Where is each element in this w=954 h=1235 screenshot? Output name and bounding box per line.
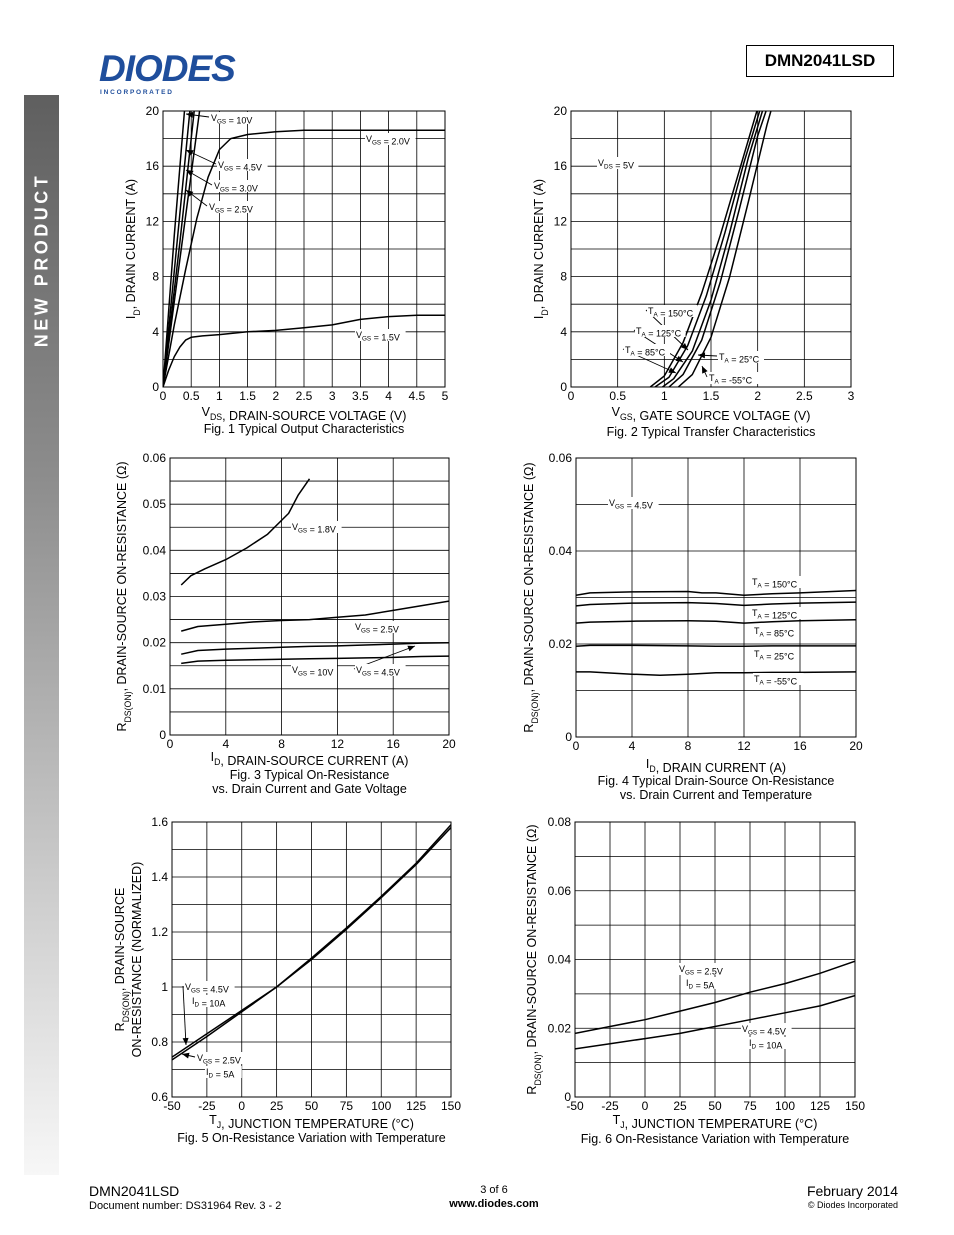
- annotation-label: $T_A = -55^\circ C$: [754, 674, 798, 687]
- y-axis-label: $R_{DS(ON)}$, DRAIN-SOURCE ON-RESISTANCE (Ω): [522, 462, 540, 733]
- x-tick-label: 3: [328, 389, 336, 403]
- footer-part: DMN2041LSD: [89, 1183, 180, 1199]
- x-tick-label: 0: [567, 389, 575, 403]
- y-tick-label: 0.08: [547, 815, 571, 829]
- x-tick-label: 1: [660, 389, 668, 403]
- x-tick-label: 2.5: [295, 389, 313, 403]
- y-tick-label: 1: [161, 980, 168, 994]
- annotation-label: $T_A = 125^\circ C$: [752, 608, 798, 621]
- x-tick-label: 0.5: [609, 389, 627, 403]
- annotation-label: $I_D = 10A$: [749, 1038, 783, 1051]
- y-tick-label: 0: [564, 1090, 571, 1104]
- annotation-arrowhead: [182, 1053, 190, 1059]
- x-tick-label: 50: [304, 1099, 319, 1113]
- y-axis-label: ON-RESISTANCE (NORMALIZED): [130, 861, 144, 1058]
- x-tick-label: 3.5: [352, 389, 369, 403]
- y-tick-label: 0.02: [547, 1021, 571, 1036]
- y-axis-label: $I_D$, DRAIN CURRENT (A): [124, 178, 142, 320]
- series-line: [576, 620, 856, 623]
- series-line: [576, 591, 856, 596]
- logo-sub: I N C O R P O R A T E D: [100, 89, 172, 96]
- annotation-label: $I_D = 5A$: [206, 1067, 235, 1080]
- footer-date: February 2014: [806, 1183, 898, 1199]
- y-tick-label: 0: [159, 728, 166, 742]
- y-tick-label: 8: [560, 269, 567, 284]
- y-tick-label: 0.04: [547, 952, 571, 967]
- chart-5: [113, 815, 461, 1145]
- x-tick-label: 125: [809, 1099, 831, 1113]
- y-tick-label: 0: [560, 380, 567, 394]
- y-tick-label: 0.04: [548, 544, 572, 558]
- figure-caption: Fig. 5 On-Resistance Variation with Temperature: [177, 1131, 446, 1145]
- annotation-leader: [183, 986, 186, 1045]
- x-tick-label: 125: [406, 1099, 427, 1113]
- x-tick-label: 4.5: [408, 389, 426, 403]
- y-tick-label: 8: [152, 269, 159, 284]
- series-line: [576, 645, 856, 646]
- x-tick-label: 1.5: [702, 389, 720, 403]
- annotation-label: $V_{GS} = 2.5V$: [679, 964, 723, 977]
- y-tick-label: 4: [560, 324, 567, 339]
- y-tick-label: 0.6: [151, 1090, 168, 1104]
- series-group: [181, 479, 449, 664]
- annotation-label: $T_A = 150^\circ C$: [648, 306, 694, 319]
- x-tick-label: 0: [641, 1099, 649, 1113]
- y-tick-label: 12: [145, 214, 159, 229]
- y-tick-label: 4: [152, 324, 159, 339]
- x-tick-label: 0.5: [182, 389, 200, 403]
- figure-caption: vs. Drain Current and Gate Voltage: [212, 782, 407, 796]
- y-tick-label: 0.04: [142, 543, 166, 558]
- x-tick-label: 8: [278, 737, 285, 751]
- annotation-label: $T_A = 85^\circ C$: [754, 626, 795, 639]
- annotation-label: $V_{GS} = 2.5V$: [197, 1053, 241, 1066]
- y-axis-label: $I_D$, DRAIN CURRENT (A): [532, 178, 550, 320]
- y-tick-label: 12: [553, 214, 567, 229]
- x-axis-label: $I_D$, DRAIN-SOURCE CURRENT (A): [210, 750, 409, 768]
- annotation-label: $T_A = 150^\circ C$: [752, 577, 798, 590]
- x-axis-label: $T_J$, JUNCTION TEMPERATURE (°C): [209, 1113, 414, 1131]
- annotation-label: $T_A = -55^\circ C$: [709, 373, 753, 386]
- side-label: NEW PRODUCT: [31, 172, 51, 348]
- x-tick-label: 12: [330, 737, 345, 751]
- y-tick-label: 0.02: [142, 635, 166, 650]
- y-tick-label: 20: [553, 104, 567, 118]
- x-tick-label: -50: [163, 1099, 181, 1113]
- x-axis-label: $T_J$, JUNCTION TEMPERATURE (°C): [612, 1113, 818, 1131]
- x-tick-label: 150: [844, 1099, 866, 1113]
- x-tick-label: 75: [743, 1099, 757, 1113]
- figure-caption: Fig. 2 Typical Transfer Characteristics: [606, 425, 816, 439]
- x-tick-label: -25: [198, 1099, 216, 1113]
- x-tick-label: -25: [601, 1099, 619, 1113]
- annotation-label: $T_A = 85^\circ C$: [625, 345, 666, 358]
- y-axis-label: $R_{DS(ON)}$, DRAIN-SOURCE: [113, 887, 131, 1032]
- x-tick-label: 2: [272, 389, 280, 403]
- y-axis-label: $R_{DS(ON)}$, DRAIN-SOURCE ON-RESISTANCE (Ω): [525, 824, 543, 1095]
- annotation-label: $V_{GS} = 4.5V$: [218, 160, 262, 173]
- x-axis-label: $V_{DS}$, DRAIN-SOURCE VOLTAGE (V): [201, 405, 407, 423]
- chart-2: [532, 104, 855, 439]
- annotation-label: $T_A = 25^\circ C$: [719, 352, 760, 365]
- x-tick-label: 8: [684, 739, 692, 753]
- annotation-label: $V_{GS} = 1.8V$: [292, 522, 336, 535]
- figure-caption: Fig. 1 Typical Output Characteristics: [203, 422, 405, 436]
- y-tick-label: 0.03: [142, 589, 166, 604]
- x-tick-label: 25: [269, 1099, 284, 1113]
- annotation-label: $V_{GS} = 4.5V$: [356, 665, 400, 678]
- x-tick-label: 1: [216, 389, 223, 403]
- figure-caption: Fig. 6 On-Resistance Variation with Temperature: [580, 1132, 850, 1146]
- series-line: [181, 479, 309, 585]
- y-tick-label: 0.02: [548, 637, 572, 651]
- x-tick-label: 0: [572, 739, 580, 753]
- x-axis-label: $I_D$, DRAIN CURRENT (A): [645, 757, 787, 775]
- x-tick-label: 50: [708, 1099, 722, 1113]
- y-tick-label: 0: [565, 730, 572, 744]
- figure-caption: Fig. 3 Typical On-Resistance: [229, 768, 390, 782]
- x-tick-label: 3: [847, 389, 855, 403]
- footer-website[interactable]: www.diodes.com: [449, 1198, 539, 1210]
- footer-page: 3 of 6: [480, 1184, 508, 1196]
- series-group: [576, 591, 856, 676]
- annotation-label: $V_{GS} = 10V$: [292, 665, 334, 678]
- chart-1: [124, 97, 449, 436]
- series-line: [163, 97, 191, 387]
- y-tick-label: 0.01: [142, 681, 166, 696]
- logo-text: DIODES: [99, 48, 235, 89]
- x-tick-label: 1.5: [239, 389, 256, 403]
- x-tick-label: -50: [566, 1099, 584, 1113]
- series-line: [576, 602, 856, 606]
- part-number: DMN2041LSD: [764, 51, 876, 70]
- x-tick-label: 4: [628, 739, 636, 753]
- y-tick-label: 16: [553, 159, 567, 174]
- x-tick-label: 2: [754, 389, 762, 403]
- x-tick-label: 16: [793, 739, 807, 753]
- x-tick-label: 0: [159, 389, 167, 403]
- x-tick-label: 25: [673, 1099, 687, 1113]
- x-tick-label: 150: [440, 1099, 462, 1113]
- series-line: [181, 656, 449, 663]
- annotation-arrowhead: [186, 190, 193, 197]
- y-tick-label: 0.06: [142, 451, 166, 465]
- annotation-label: $V_{GS} = 1.5V$: [356, 330, 400, 343]
- y-tick-label: 1.4: [151, 870, 168, 884]
- x-axis-label: $V_{GS}$, GATE SOURCE VOLTAGE (V): [611, 405, 811, 423]
- annotation-label: $V_{GS} = 3.0V$: [214, 181, 258, 194]
- annotation-label: $I_D = 5A$: [686, 978, 715, 991]
- chart-4: [522, 451, 863, 802]
- annotation-label: $V_{GS} = 4.5V$: [609, 498, 653, 511]
- annotation-label: $V_{GS} = 2.5V$: [355, 622, 399, 635]
- series-line: [576, 672, 856, 675]
- annotation-arrowhead: [407, 646, 415, 652]
- x-tick-label: 100: [371, 1099, 392, 1113]
- x-tick-label: 16: [386, 737, 400, 751]
- y-axis-label: $R_{DS(ON)}$, DRAIN-SOURCE ON-RESISTANCE (Ω): [115, 461, 133, 732]
- y-tick-label: 0: [152, 380, 159, 394]
- x-tick-label: 75: [339, 1099, 354, 1113]
- chart-6: [525, 815, 865, 1146]
- x-tick-label: 20: [849, 739, 863, 753]
- series-line: [163, 97, 196, 387]
- series-line: [181, 601, 449, 631]
- y-tick-label: 20: [145, 104, 159, 118]
- figure-caption: Fig. 4 Typical Drain-Source On-Resistance: [597, 774, 835, 788]
- annotation-label: $V_{DS} = 5V$: [598, 158, 635, 171]
- y-tick-label: 0.06: [547, 883, 571, 898]
- x-tick-label: 5: [441, 389, 449, 403]
- annotation-label: $V_{GS} = 2.5V$: [209, 202, 253, 215]
- y-tick-label: 16: [145, 159, 159, 174]
- y-tick-label: 0.05: [142, 497, 166, 512]
- annotation-arrowhead: [183, 1038, 189, 1045]
- annotation-label: $V_{GS} = 4.5V$: [742, 1024, 786, 1037]
- annotation-label: $V_{GS} = 10V$: [211, 113, 253, 126]
- x-tick-label: 100: [774, 1099, 796, 1113]
- x-tick-label: 0: [166, 737, 174, 751]
- x-tick-label: 20: [442, 737, 456, 751]
- footer-doc-number: Document number: DS31964 Rev. 3 - 2: [89, 1200, 282, 1212]
- y-tick-label: 1.2: [151, 925, 168, 939]
- y-tick-label: 0.8: [151, 1035, 168, 1049]
- x-tick-label: 12: [737, 739, 751, 753]
- figure-caption: vs. Drain Current and Temperature: [619, 788, 813, 802]
- footer-copyright: © Diodes Incorporated: [807, 1200, 898, 1210]
- chart-3: [115, 451, 456, 796]
- annotation-label: $V_{GS} = 2.0V$: [366, 134, 410, 147]
- annotation-label: $V_{GS} = 4.5V$: [185, 982, 229, 995]
- annotation-label: $T_A = 25^\circ C$: [754, 649, 795, 662]
- y-tick-label: 0.06: [548, 451, 572, 465]
- y-tick-label: 1.6: [151, 815, 168, 829]
- x-tick-label: 2.5: [795, 389, 813, 403]
- annotation-label: $I_D = 10A$: [192, 996, 226, 1009]
- x-tick-label: 4: [385, 389, 392, 403]
- x-tick-label: 4: [222, 737, 230, 751]
- annotation-label: $T_A = 125^\circ C$: [636, 326, 682, 339]
- x-tick-label: 0: [238, 1099, 246, 1113]
